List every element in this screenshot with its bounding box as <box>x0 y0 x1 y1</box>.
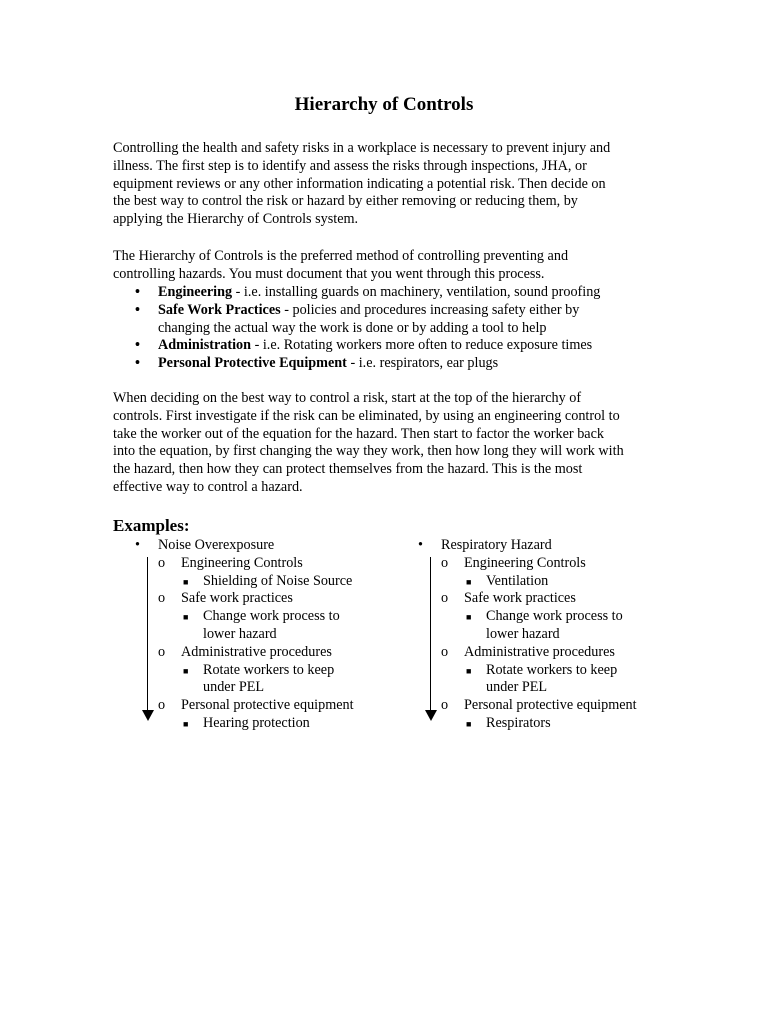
text-line: The Hierarchy of Controls is the preferred method of controlling preventing and <box>113 248 569 264</box>
example-row-text: Respiratory Hazard <box>441 537 552 553</box>
bullet-line <box>158 302 673 320</box>
example-respiratory-column <box>396 537 696 733</box>
bullet-line <box>158 355 673 373</box>
text-line: applying the Hierarchy of Controls system. <box>113 211 359 228</box>
list-marker: o <box>441 643 449 660</box>
example-row-text: Rotate workers to keep <box>203 661 335 678</box>
list-marker: o <box>158 590 166 607</box>
example-row-text: Change work process to <box>486 608 623 625</box>
list-marker: ■ <box>183 718 189 729</box>
bullet-term: Engineering <box>158 284 233 300</box>
example-row-text: under PEL <box>486 679 548 696</box>
example-row-level-3 <box>113 626 413 644</box>
bullet-description: - i.e. respirators, ear plugs <box>346 355 499 372</box>
list-marker: • <box>135 537 140 553</box>
page-title: Hierarchy of Controls <box>294 94 474 115</box>
bullet-line <box>158 284 673 302</box>
hierarchy-arrow-right <box>425 557 437 723</box>
arrow-head-icon <box>425 710 437 721</box>
text-line: effective way to control a hazard. <box>113 478 303 495</box>
bullet-description: - policies and procedures increasing safety either by <box>280 301 580 318</box>
arrow-head-icon <box>142 710 154 721</box>
example-row-text: Safe work practices <box>181 590 293 607</box>
control-bullet-item <box>113 337 673 355</box>
list-marker: o <box>158 554 166 571</box>
example-row-level-2 <box>396 697 696 715</box>
list-marker: o <box>158 643 166 660</box>
list-marker: ■ <box>466 576 472 587</box>
example-row-level-3 <box>113 715 413 733</box>
example-row-text: lower hazard <box>203 625 277 642</box>
control-bullet-item <box>113 355 673 373</box>
example-row-text: Ventilation <box>486 572 549 589</box>
example-row-level-3 <box>113 608 413 626</box>
list-marker: • <box>418 537 423 553</box>
example-row-text: under PEL <box>203 679 265 696</box>
bullet-term: Personal Protective Equipment <box>158 355 347 372</box>
example-noise-column <box>113 537 413 733</box>
text-line: the hazard, then how they can protect themselves from the hazard. This is the most <box>113 461 583 478</box>
bullet-marker: • <box>135 301 140 318</box>
example-row-text: Engineering Controls <box>181 554 303 571</box>
example-row-text: Hearing protection <box>203 714 310 731</box>
example-row-text: Respirators <box>486 714 551 731</box>
list-marker: ■ <box>466 612 472 623</box>
list-marker: ■ <box>183 665 189 676</box>
example-row-level-3 <box>113 662 413 680</box>
example-row-level-3 <box>396 662 696 680</box>
approach-paragraph <box>113 390 673 497</box>
bullet-description: - i.e. installing guards on machinery, ventilation, sound proofing <box>232 284 601 300</box>
example-row-level-3 <box>396 715 696 733</box>
example-row-text: lower hazard <box>486 625 560 642</box>
list-marker: o <box>441 590 449 607</box>
example-row-text: Change work process to <box>203 608 340 625</box>
hierarchy-arrow-left <box>142 557 154 723</box>
list-marker: o <box>441 554 449 571</box>
bullet-marker: • <box>135 337 140 354</box>
text-line: take the worker out of the equation for the hazard. Then start to factor the worker back <box>113 425 604 442</box>
bullet-term: Administration <box>158 337 252 354</box>
example-row-text: Engineering Controls <box>464 554 586 571</box>
bullet-line <box>158 337 673 355</box>
list-marker: ■ <box>466 665 472 676</box>
example-row-text: Rotate workers to keep <box>486 661 618 678</box>
example-row-level-2 <box>113 697 413 715</box>
text-line: the best way to control the risk or hazard by either removing or reducing them, by <box>113 193 578 210</box>
example-row-level-2 <box>396 555 696 573</box>
example-row-text: Safe work practices <box>464 590 576 607</box>
controls-bullet-list <box>113 284 673 373</box>
bullet-description: - i.e. Rotating workers more often to reduce exposure times <box>251 337 593 354</box>
example-row-level-2 <box>396 644 696 662</box>
text-line: When deciding on the best way to control a risk, start at the top of the hierarchy of <box>113 390 582 406</box>
intro-paragraph <box>113 140 673 229</box>
example-row-text: Personal protective equipment <box>181 697 354 714</box>
example-row-text: Noise Overexposure <box>158 537 275 553</box>
bullet-line-continuation: changing the actual way the work is done or by adding a tool to help <box>158 319 547 336</box>
example-row-text: Shielding of Noise Source <box>203 572 353 589</box>
bullet-term: Safe Work Practices <box>158 301 281 318</box>
example-row-level-2 <box>113 590 413 608</box>
example-row-text: Administrative procedures <box>464 643 615 660</box>
example-row-level-2 <box>113 644 413 662</box>
hierarchy-paragraph <box>113 248 673 284</box>
example-row-level-3 <box>396 608 696 626</box>
example-row-level-3 <box>113 679 413 697</box>
example-row-level-2 <box>113 555 413 573</box>
bullet-marker: • <box>135 284 140 300</box>
text-line: equipment reviews or any other information indicating a potential risk. Then decide on <box>113 175 606 192</box>
text-line: controls. First investigate if the risk can be eliminated, by using an engineering control to <box>113 407 620 424</box>
example-row-text: Administrative procedures <box>181 643 332 660</box>
arrow-line <box>430 557 431 713</box>
text-line: into the equation, by first changing the way they work, then how long they will work with <box>113 443 624 460</box>
example-row-level-3 <box>396 679 696 697</box>
examples-heading: Examples: <box>113 516 190 535</box>
arrow-line <box>147 557 148 713</box>
example-row-level-1 <box>113 537 413 555</box>
example-row-level-1 <box>396 537 696 555</box>
text-line: controlling hazards. You must document that you went through this process. <box>113 265 545 282</box>
list-marker: ■ <box>183 612 189 623</box>
list-marker: ■ <box>183 576 189 587</box>
control-bullet-item <box>113 284 673 302</box>
control-bullet-item <box>113 302 673 338</box>
bullet-marker: • <box>135 355 140 372</box>
example-row-level-3 <box>396 573 696 591</box>
list-marker: ■ <box>466 718 472 729</box>
list-marker: o <box>158 697 166 714</box>
list-marker: o <box>441 697 449 714</box>
example-row-level-3 <box>113 573 413 591</box>
example-row-level-2 <box>396 590 696 608</box>
text-line: Controlling the health and safety risks in a workplace is necessary to prevent injury and <box>113 140 611 156</box>
text-line: illness. The first step is to identify and assess the risks through inspections, JHA, or <box>113 157 587 174</box>
example-row-level-3 <box>396 626 696 644</box>
example-row-text: Personal protective equipment <box>464 697 637 714</box>
